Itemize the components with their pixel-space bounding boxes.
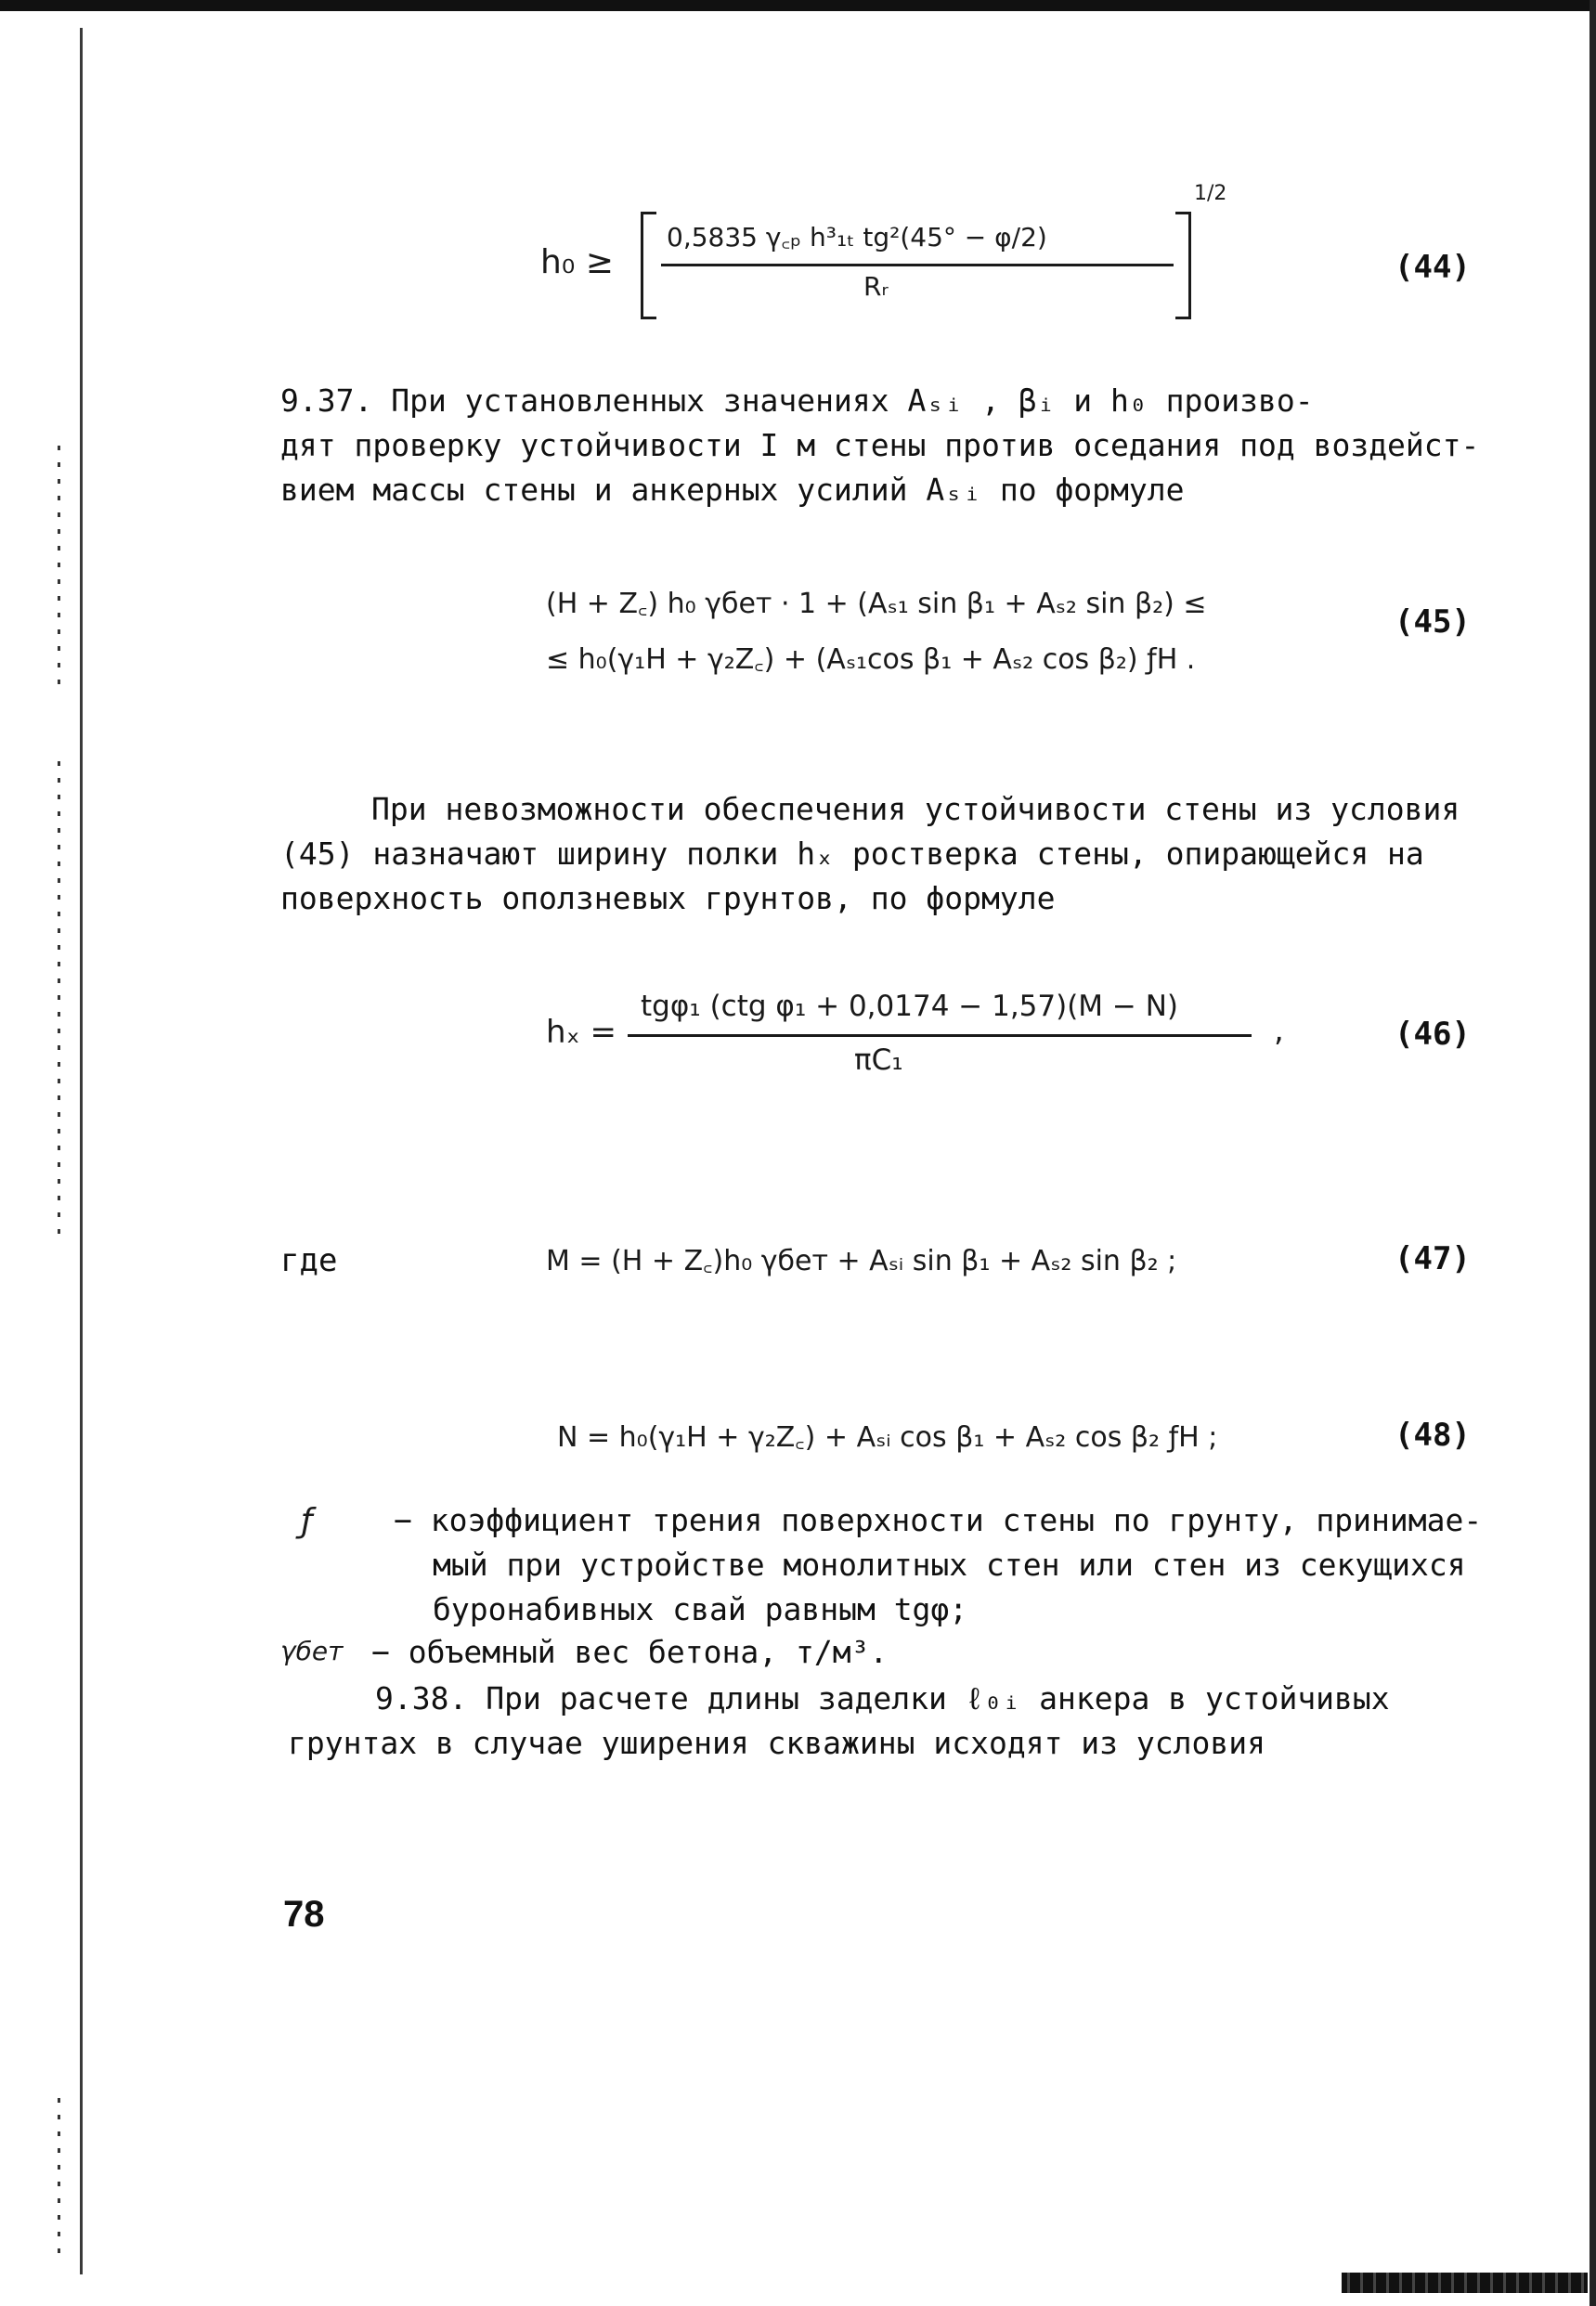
formula-45-line-2: ≤ h₀(γ₁H + γ₂Z꜀) + (Aₛ₁cos β₁ + Aₛ₂ cos β₂) ƒH . xyxy=(546,643,1196,676)
paragraph-9-38-line-2: грунтах в случае уширения скважины исходят из условия xyxy=(288,1725,1265,1761)
scan-artifact-strip xyxy=(1342,2273,1588,2293)
equation-number-44: (44) xyxy=(1395,249,1471,286)
formula-44-denominator: Rᵣ xyxy=(863,271,889,302)
page-number: 78 xyxy=(283,1894,325,1935)
definition-friction-line-3: буронабивных свай равным tgφ; xyxy=(433,1591,968,1627)
scan-top-edge xyxy=(0,0,1596,11)
formula-47: M = (H + Z꜀)h₀ γбет + Aₛᵢ sin β₁ + Aₛ₂ sin β₂ ; xyxy=(546,1245,1177,1277)
definition-concrete-weight-line-1: − объемный вес бетона, т/м³. xyxy=(371,1634,889,1670)
paragraph-45-line-1: При невозможности обеспечения устойчивости стены из условия xyxy=(371,791,1460,827)
formula-46-suffix: , xyxy=(1274,1012,1284,1049)
formula-48: N = h₀(γ₁H + γ₂Z꜀) + Aₛᵢ cos β₁ + Aₛ₂ cos β₂ ƒH ; xyxy=(557,1421,1218,1454)
scan-right-edge xyxy=(1590,0,1596,2306)
formula-46-fraction-bar xyxy=(628,1034,1252,1037)
where-label: где xyxy=(280,1242,338,1279)
formula-46-lhs: hₓ = xyxy=(546,1014,616,1051)
paragraph-45-line-3: поверхность оползневых грунтов, по формуле xyxy=(280,880,1056,916)
paragraph-9-37-line-3: вием массы стены и анкерных усилий Aₛᵢ по формуле xyxy=(280,472,1185,508)
equation-number-46: (46) xyxy=(1395,1016,1471,1053)
formula-44-lhs: h₀ ≥ xyxy=(540,243,614,281)
scan-left-edge xyxy=(80,28,83,2274)
formula-46-denominator: πC₁ xyxy=(854,1043,903,1077)
equation-number-48: (48) xyxy=(1395,1417,1471,1454)
definition-symbol-friction: ƒ xyxy=(301,1502,313,1540)
formula-44-right-bracket xyxy=(1175,212,1191,319)
formula-44-left-bracket xyxy=(641,212,656,319)
equation-number-47: (47) xyxy=(1395,1240,1471,1277)
equation-number-45: (45) xyxy=(1395,603,1471,641)
margin-marks xyxy=(58,446,60,687)
definition-friction-line-1: − коэффициент трения поверхности стены по грунту, принимае- xyxy=(394,1502,1483,1538)
margin-marks xyxy=(58,2098,60,2256)
formula-45-line-1: (H + Z꜀) h₀ γбет · 1 + (Aₛ₁ sin β₁ + Aₛ₂ sin β₂) ≤ xyxy=(546,588,1207,620)
formula-44-exponent: 1/2 xyxy=(1194,182,1227,205)
definition-friction-line-2: мый при устройстве монолитных стен или стен из секущихся xyxy=(433,1547,1466,1583)
definition-symbol-concrete-weight: γбет xyxy=(280,1636,344,1666)
paragraph-9-38-line-1: 9.38. При расчете длины заделки ℓ₀ᵢ анкера в устойчивых xyxy=(375,1680,1390,1717)
paragraph-45-line-2: (45) назначают ширину полки hₓ ростверка стены, опирающейся на xyxy=(280,836,1424,872)
formula-44-numerator: 0,5835 γ꜀ₚ h³₁ₜ tg²(45° − φ/2) xyxy=(667,222,1047,253)
formula-46-numerator: tgφ₁ (ctg φ₁ + 0,0174 − 1,57)(M − N) xyxy=(641,990,1179,1023)
paragraph-9-37-line-1: 9.37. При установленных значениях Aₛᵢ , βᵢ и h₀ произво- xyxy=(280,382,1314,419)
paragraph-9-37-line-2: дят проверку устойчивости I м стены против оседания под воздейст- xyxy=(280,427,1480,463)
margin-marks xyxy=(58,761,60,1244)
formula-44-fraction-bar xyxy=(661,264,1174,266)
